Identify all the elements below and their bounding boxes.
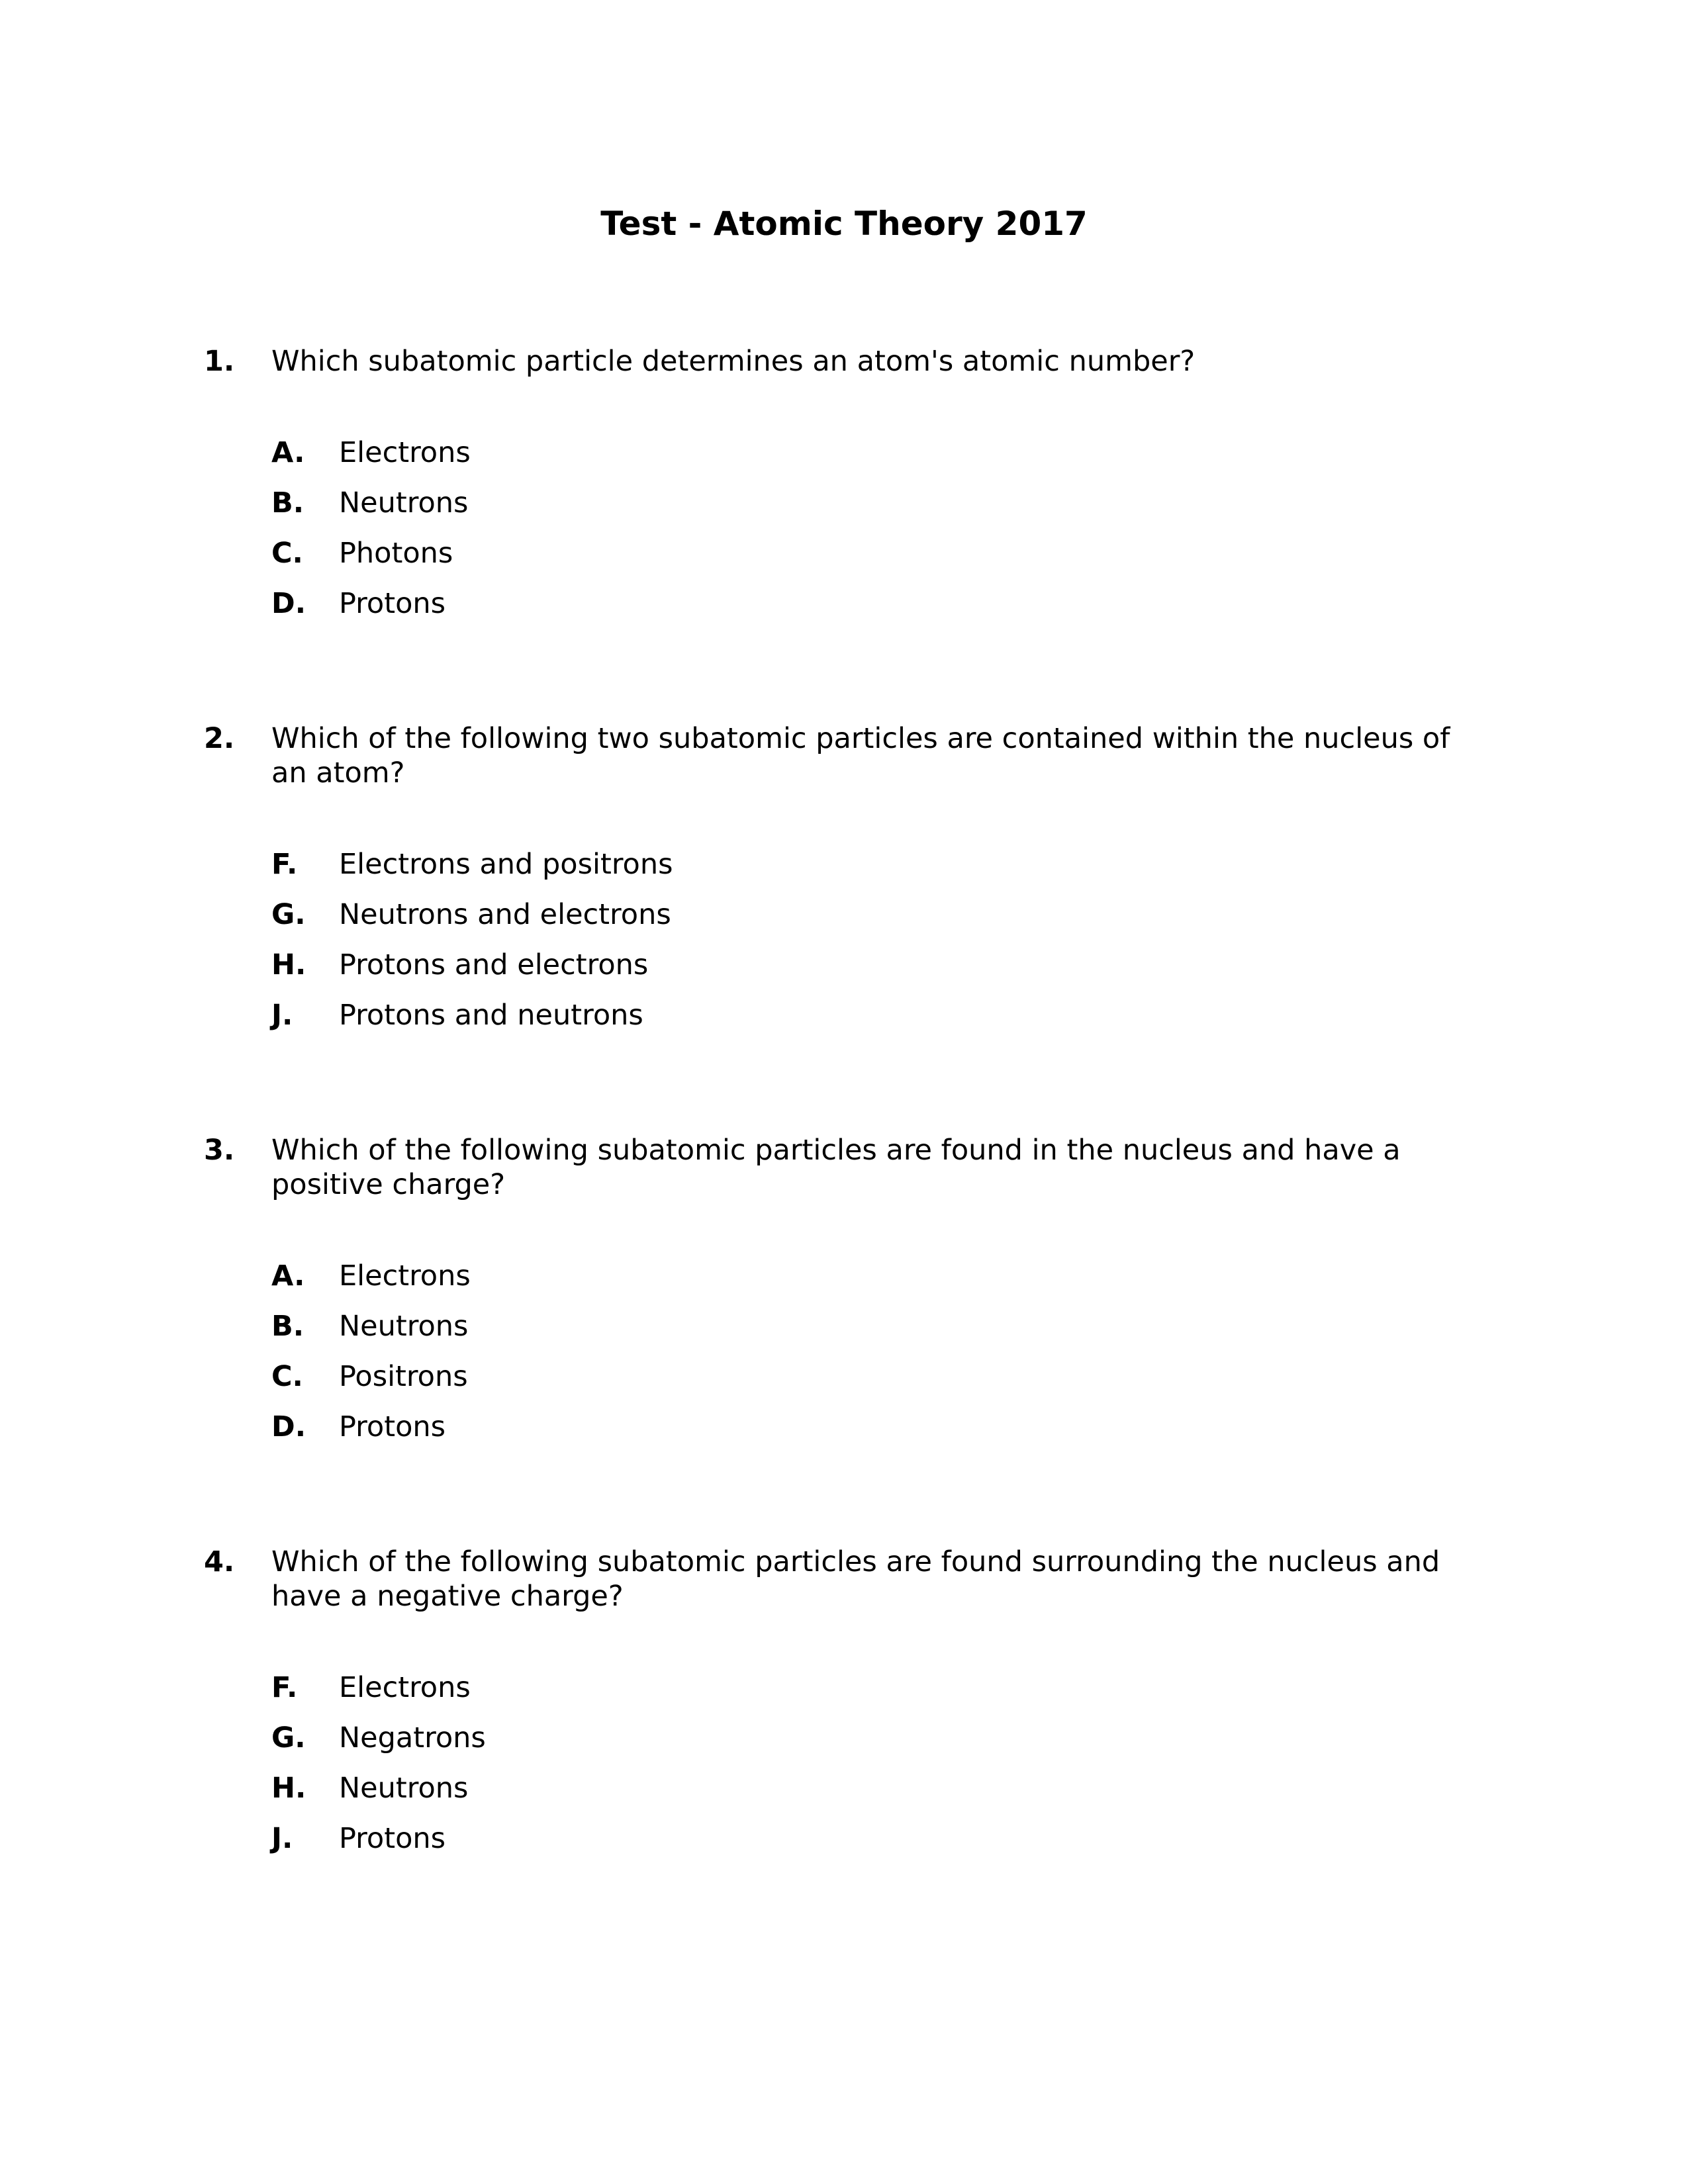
- option-letter: G.: [271, 1721, 306, 1754]
- option-list: [271, 847, 1475, 1048]
- option-item: [271, 486, 1475, 536]
- option-text: Negatrons: [339, 1721, 486, 1754]
- option-letter: D.: [271, 1410, 306, 1443]
- question-text: Which of the following subatomic particles are found surrounding the nucleus and have a negative charge?: [271, 1545, 1440, 1613]
- page-title: Test - Atomic Theory 2017: [600, 205, 1088, 243]
- option-letter: B.: [271, 1310, 305, 1343]
- option-letter: D.: [271, 587, 306, 620]
- question-3: [204, 1133, 1475, 1460]
- option-text: Protons: [339, 1822, 446, 1855]
- option-text: Protons and electrons: [339, 948, 649, 981]
- question-number: 4.: [204, 1545, 235, 1578]
- option-item: [271, 1359, 1475, 1410]
- option-item: [271, 847, 1475, 897]
- option-item: [271, 586, 1475, 637]
- question-row: [204, 1545, 1475, 1614]
- option-list: [271, 1670, 1475, 1872]
- option-text: Positrons: [339, 1360, 468, 1393]
- option-letter: A.: [271, 436, 305, 469]
- question-2: [204, 721, 1475, 1048]
- option-item: [271, 1670, 1475, 1721]
- option-text: Electrons: [339, 1671, 471, 1704]
- option-text: Neutrons: [339, 486, 469, 520]
- option-text: Electrons and positrons: [339, 848, 673, 881]
- option-letter: C.: [271, 537, 303, 570]
- question-1: [204, 344, 1475, 637]
- question-number: 2.: [204, 722, 235, 755]
- option-letter: F.: [271, 848, 298, 881]
- option-item: [271, 1410, 1475, 1460]
- option-text: Neutrons and electrons: [339, 898, 671, 931]
- option-text: Protons and neutrons: [339, 999, 643, 1032]
- option-item: [271, 1771, 1475, 1821]
- option-letter: H.: [271, 1772, 306, 1805]
- option-item: [271, 998, 1475, 1048]
- option-item: [271, 435, 1475, 486]
- option-list: [271, 1259, 1475, 1460]
- question-text: Which subatomic particle determines an atom's atomic number?: [271, 345, 1196, 378]
- option-item: [271, 1309, 1475, 1359]
- option-text: Electrons: [339, 436, 471, 469]
- option-text: Protons: [339, 1410, 446, 1443]
- option-letter: C.: [271, 1360, 303, 1393]
- question-row: [204, 344, 1475, 379]
- option-text: Electrons: [339, 1259, 471, 1293]
- option-text: Neutrons: [339, 1772, 469, 1805]
- option-letter: A.: [271, 1259, 305, 1293]
- option-item: [271, 1721, 1475, 1771]
- question-text: Which of the following subatomic particles are found in the nucleus and have a positive charge?: [271, 1134, 1401, 1201]
- question-text: Which of the following two subatomic particles are contained within the nucleus of an atom?: [271, 722, 1450, 790]
- question-number: 1.: [204, 345, 235, 378]
- option-item: [271, 536, 1475, 586]
- option-letter: F.: [271, 1671, 298, 1704]
- option-text: Photons: [339, 537, 453, 570]
- option-letter: J.: [271, 999, 293, 1032]
- option-letter: G.: [271, 898, 306, 931]
- question-row: [204, 721, 1475, 790]
- option-list: [271, 435, 1475, 637]
- option-letter: J.: [271, 1822, 293, 1855]
- option-letter: B.: [271, 486, 305, 520]
- option-item: [271, 948, 1475, 998]
- option-item: [271, 897, 1475, 948]
- option-item: [271, 1821, 1475, 1872]
- option-text: Protons: [339, 587, 446, 620]
- question-4: [204, 1545, 1475, 1872]
- question-row: [204, 1133, 1475, 1202]
- option-letter: H.: [271, 948, 306, 981]
- question-number: 3.: [204, 1134, 235, 1167]
- option-item: [271, 1259, 1475, 1309]
- option-text: Neutrons: [339, 1310, 469, 1343]
